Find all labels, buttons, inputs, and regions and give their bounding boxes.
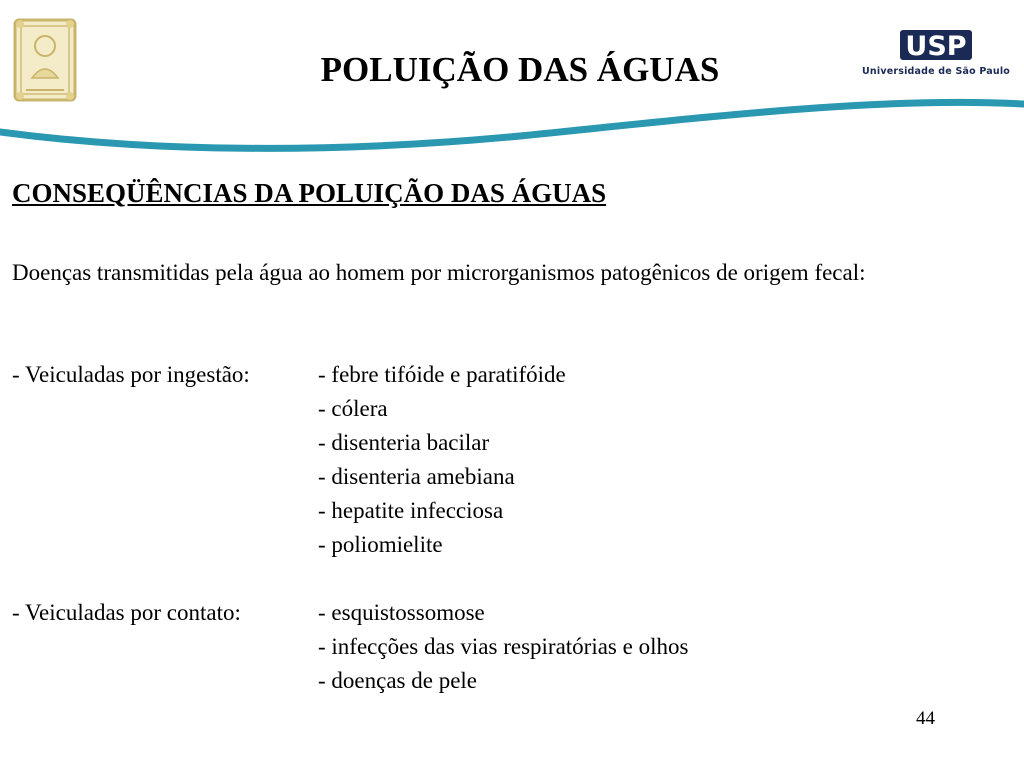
list-item: - infecções das vias respiratórias e olhos	[318, 634, 689, 659]
list-item: - febre tifóide e paratifóide	[318, 362, 566, 387]
list-item: - esquistossomose	[318, 600, 485, 625]
list-item: - disenteria amebiana	[318, 464, 515, 489]
usp-logo-text: USP	[905, 31, 967, 62]
disease-list	[318, 358, 566, 562]
list-item: - doenças de pele	[318, 668, 478, 693]
usp-logo-subtitle: Universidade de São Paulo	[861, 66, 1011, 77]
group-label: - Veiculadas por ingestão:	[12, 362, 250, 387]
list-item: - cólera	[318, 396, 388, 421]
group-label: - Veiculadas por contato:	[12, 600, 241, 625]
wave-divider	[0, 96, 1024, 156]
intro-paragraph: Doenças transmitidas pela água ao homem por microrganismos patogênicos de origem fecal:	[12, 260, 866, 285]
page-title: POLUIÇÃO DAS ÁGUAS	[320, 50, 720, 89]
section-heading: CONSEQÜÊNCIAS DA POLUIÇÃO DAS ÁGUAS	[12, 178, 607, 208]
list-item: - disenteria bacilar	[318, 430, 490, 455]
disease-list	[318, 596, 688, 698]
list-item: - poliomielite	[318, 532, 443, 557]
list-item: - hepatite infecciosa	[318, 498, 504, 523]
page-number: 44	[916, 708, 935, 729]
